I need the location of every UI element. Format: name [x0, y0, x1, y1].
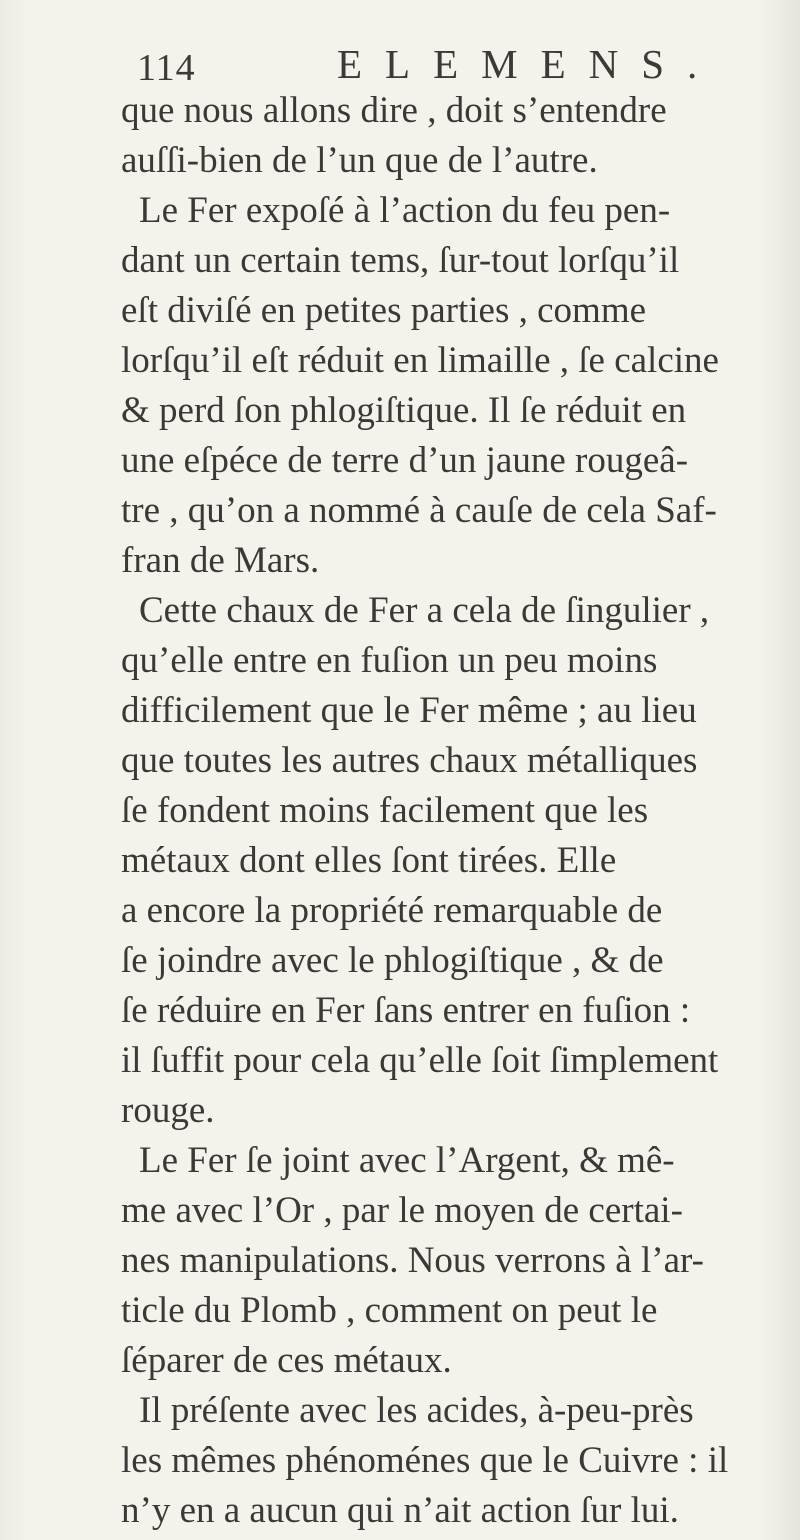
text-line: ſe réduire en Fer ſans entrer en fuſion : — [121, 990, 691, 1031]
text-line: rouge. — [121, 1090, 215, 1131]
page-number: 114 — [137, 47, 196, 89]
text-line: qu’elle entre en fuſion un peu moins — [121, 640, 658, 681]
text-line: ſe joindre avec le phlogiſtique , & de — [121, 940, 664, 981]
text-line: Il préſente avec les acides, à-peu-près — [139, 1390, 694, 1431]
text-line: difficilement que le Fer même ; au lieu — [121, 690, 697, 731]
text-line: que nous allons dire , doit s’entendre — [121, 90, 667, 131]
text-line: ticle du Plomb , comment on peut le — [121, 1290, 658, 1331]
text-line: Cette chaux de Fer a cela de ſingulier , — [139, 590, 710, 631]
text-line: fran de Mars. — [121, 540, 320, 581]
text-line: que toutes les autres chaux métalliques — [121, 740, 698, 781]
text-line: nes manipulations. Nous verrons à l’ar- — [121, 1240, 704, 1281]
text-line: une eſpéce de terre d’un jaune rougeâ- — [121, 440, 689, 481]
text-line: me avec l’Or , par le moyen de certai- — [121, 1190, 683, 1231]
text-line: Le Fer expoſé à l’action du feu pen- — [139, 190, 671, 231]
text-line: eſt diviſé en petites parties , comme — [121, 290, 647, 331]
text-line: tre , qu’on a nommé à cauſe de cela Saf- — [121, 490, 717, 531]
text-line: métaux dont elles ſont tirées. Elle — [121, 840, 617, 881]
running-title: ELEMENS. — [337, 41, 721, 87]
text-line: a encore la propriété remarquable de — [121, 890, 663, 931]
text-line: Le Fer ſe joint avec l’Argent, & mê- — [139, 1140, 675, 1181]
text-line: & perd ſon phlogiſtique. Il ſe réduit en — [121, 390, 687, 431]
text-line: lorſqu’il eſt réduit en limaille , ſe calcine — [121, 340, 719, 381]
body-text — [121, 86, 771, 1536]
text-line: ſéparer de ces métaux. — [121, 1340, 452, 1381]
text-line: dant un certain tems, ſur-tout lorſqu’il — [121, 240, 680, 281]
text-line: ſe fondent moins facilement que les — [121, 790, 649, 831]
text-line: n’y en a aucun qui n’ait action ſur lui. — [121, 1490, 679, 1531]
text-line: les mêmes phénoménes que le Cuivre : il — [121, 1440, 729, 1481]
text-line: il ſuffit pour cela qu’elle ſoit ſimplement — [121, 1040, 719, 1081]
text-line: auſſi-bien de l’un que de l’autre. — [121, 140, 598, 181]
